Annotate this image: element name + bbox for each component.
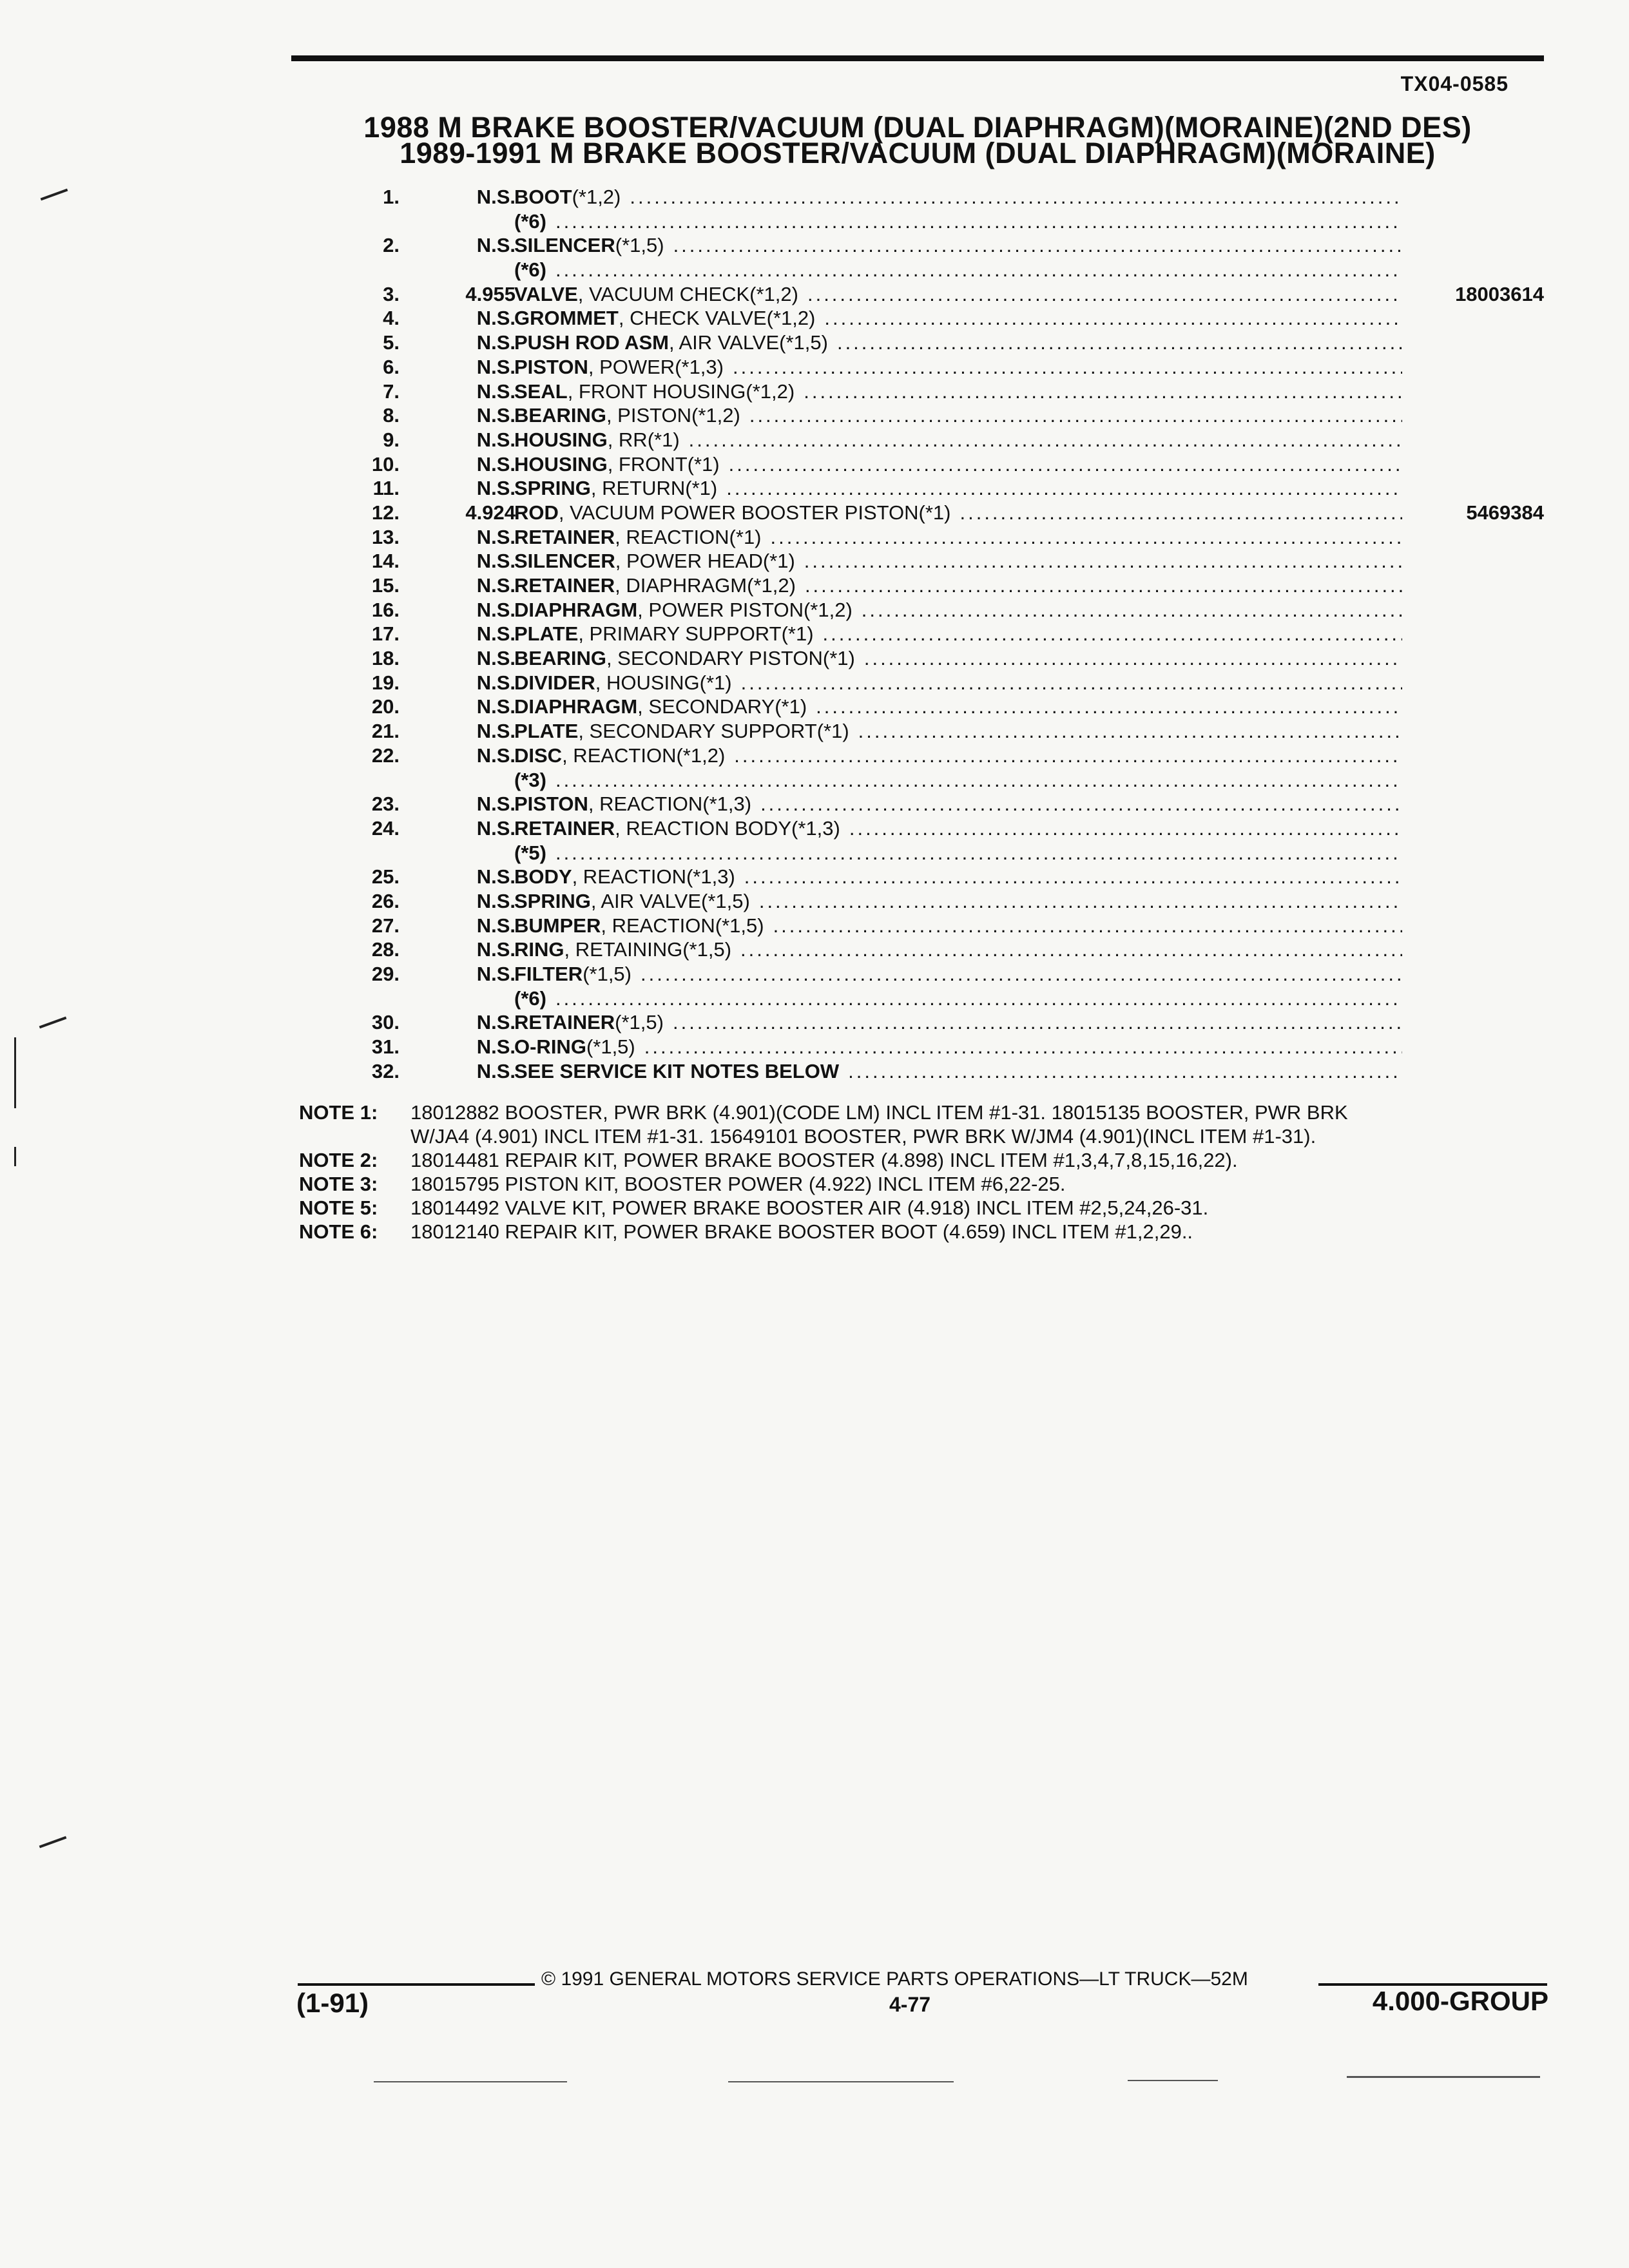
part-qualifier: , REACTION BODY(*1,3) xyxy=(615,816,840,840)
part-name: SPRING xyxy=(514,889,591,912)
part-row xyxy=(348,282,1544,307)
part-description xyxy=(514,671,1402,695)
part-name: HOUSING xyxy=(514,428,608,451)
item-number: 10. xyxy=(371,452,400,476)
item-number: 9. xyxy=(383,428,400,451)
part-name: HOUSING xyxy=(514,452,608,476)
part-description xyxy=(514,889,1402,914)
item-number: 16. xyxy=(371,598,400,621)
item-number: 17. xyxy=(371,622,400,646)
leader-dots xyxy=(735,865,1402,889)
part-name: (*6) xyxy=(514,209,546,233)
part-row xyxy=(348,768,1544,793)
part-description xyxy=(514,768,1402,793)
note-text: 18015795 PISTON KIT, BOOSTER POWER (4.922) INCL ITEM #6,22-25. xyxy=(410,1173,1066,1195)
item-number: 5. xyxy=(383,331,400,354)
catalog-number: 18003614 xyxy=(1455,282,1544,305)
part-description xyxy=(514,258,1402,282)
item-number: 7. xyxy=(383,380,400,403)
top-rule xyxy=(291,55,1544,61)
illustration-number: N.S. xyxy=(476,889,516,912)
illustration-number: N.S. xyxy=(476,865,516,889)
illustration-number: N.S. xyxy=(476,477,516,500)
illustration-number: N.S. xyxy=(476,550,516,573)
part-description xyxy=(514,841,1402,865)
part-name: SEE SERVICE KIT NOTES BELOW xyxy=(514,1059,840,1082)
part-description xyxy=(514,282,1402,307)
part-qualifier: , DIAPHRAGM(*1,2) xyxy=(615,574,796,597)
leader-dots xyxy=(546,209,1402,234)
part-description xyxy=(514,1059,1402,1084)
part-qualifier: , RETURN(*1) xyxy=(590,477,718,500)
scan-artifact xyxy=(728,2081,954,2082)
item-number: 28. xyxy=(371,938,400,961)
part-qualifier: (*1,2) xyxy=(572,186,621,208)
leader-dots xyxy=(680,428,1402,452)
illustration-number: N.S. xyxy=(476,452,516,476)
leader-dots xyxy=(740,403,1402,428)
illustration-number: 4.924 xyxy=(465,501,516,524)
note-label: NOTE 6: xyxy=(299,1220,378,1243)
part-qualifier: , REACTION(*1,5) xyxy=(601,914,764,937)
part-row xyxy=(348,428,1544,452)
note-label: NOTE 2: xyxy=(299,1149,378,1171)
note-text: 18014492 VALVE KIT, POWER BRAKE BOOSTER AIR (4.918) INCL ITEM #2,5,24,26-31. xyxy=(410,1196,1209,1219)
part-row xyxy=(348,695,1544,719)
part-description xyxy=(514,598,1402,622)
part-name: PLATE xyxy=(514,720,579,743)
part-qualifier: , REACTION(*1) xyxy=(615,525,762,548)
illustration-number: N.S. xyxy=(476,914,516,937)
part-description xyxy=(514,185,1402,209)
scan-artifact xyxy=(374,2081,567,2082)
part-description xyxy=(514,646,1402,671)
part-description xyxy=(514,986,1402,1011)
item-number: 8. xyxy=(383,404,400,427)
part-description xyxy=(514,501,1402,525)
part-description xyxy=(514,622,1402,646)
part-row xyxy=(348,403,1544,428)
part-qualifier: , SECONDARY(*1) xyxy=(637,695,807,718)
part-name: GROMMET xyxy=(514,307,619,330)
part-description xyxy=(514,1035,1402,1059)
item-number: 3. xyxy=(383,282,400,305)
part-name: RING xyxy=(514,938,564,961)
illustration-number: N.S. xyxy=(476,307,516,330)
item-number: 32. xyxy=(371,1059,400,1082)
leader-dots xyxy=(798,282,1402,307)
note-label: NOTE 5: xyxy=(299,1196,378,1219)
part-qualifier: , AIR VALVE(*1,5) xyxy=(668,331,828,354)
part-description xyxy=(514,403,1402,428)
part-name: PLATE xyxy=(514,622,579,646)
part-description xyxy=(514,525,1402,550)
scan-artifact xyxy=(1128,2080,1218,2081)
leader-dots xyxy=(546,986,1402,1011)
part-description xyxy=(514,695,1402,719)
part-name: BODY xyxy=(514,865,572,889)
part-row xyxy=(348,744,1544,768)
part-qualifier: , RR(*1) xyxy=(607,428,680,451)
part-qualifier: (*1,5) xyxy=(583,963,631,985)
part-qualifier: , VACUUM CHECK(*1,2) xyxy=(577,282,798,305)
part-description xyxy=(514,816,1402,841)
title-line-1: 1988 M BRAKE BOOSTER/VACUUM (DUAL DIAPHRAGM)(MORAINE)(2ND DES) xyxy=(363,111,1472,144)
part-description xyxy=(514,306,1402,331)
part-description xyxy=(514,233,1402,258)
scan-artifact xyxy=(14,1147,16,1166)
illustration-number: N.S. xyxy=(476,574,516,597)
illustration-number: N.S. xyxy=(476,647,516,670)
part-qualifier: , PISTON(*1,2) xyxy=(606,404,740,427)
illustration-number: N.S. xyxy=(476,622,516,646)
part-name: BEARING xyxy=(514,647,606,670)
notes-section xyxy=(299,1100,1549,1244)
part-description xyxy=(514,452,1402,477)
item-number: 12. xyxy=(371,501,400,524)
illustration-number: N.S. xyxy=(476,186,516,208)
illustration-number: N.S. xyxy=(476,744,516,767)
page-title xyxy=(291,111,1544,169)
part-qualifier: (*1,5) xyxy=(586,1035,635,1059)
item-number: 11. xyxy=(372,477,400,500)
part-name: O-RING xyxy=(514,1035,586,1059)
illustration-number: N.S. xyxy=(476,380,516,403)
leader-dots xyxy=(807,695,1402,719)
part-row xyxy=(348,914,1544,938)
item-number: 6. xyxy=(383,355,400,378)
part-name: PISTON xyxy=(514,355,588,378)
part-row xyxy=(348,573,1544,598)
part-row xyxy=(348,622,1544,646)
part-description xyxy=(514,476,1402,501)
part-row xyxy=(348,306,1544,331)
scan-artifact xyxy=(1347,2076,1540,2078)
leader-dots xyxy=(546,841,1402,865)
part-row xyxy=(348,937,1544,962)
leader-dots xyxy=(546,768,1402,793)
part-description xyxy=(514,914,1402,938)
part-qualifier: , CHECK VALVE(*1,2) xyxy=(618,307,816,330)
leader-dots xyxy=(635,1035,1402,1059)
part-qualifier: , FRONT HOUSING(*1,2) xyxy=(567,380,795,403)
part-description xyxy=(514,549,1402,573)
note-row xyxy=(299,1100,1549,1148)
item-number: 2. xyxy=(383,234,400,257)
leader-dots xyxy=(546,258,1402,282)
part-name: RETAINER xyxy=(514,525,615,548)
scan-artifact xyxy=(14,1037,16,1108)
part-description xyxy=(514,744,1402,768)
illustration-number: N.S. xyxy=(476,793,516,816)
illustration-number: 4.955 xyxy=(465,282,516,305)
part-description xyxy=(514,719,1402,744)
leader-dots xyxy=(717,476,1402,501)
part-name: RETAINER xyxy=(514,1011,615,1034)
item-number: 23. xyxy=(371,793,400,816)
part-name: (*6) xyxy=(514,986,546,1010)
part-row xyxy=(348,452,1544,477)
illustration-number: N.S. xyxy=(476,1059,516,1082)
leader-dots xyxy=(762,525,1402,550)
illustration-number: N.S. xyxy=(476,355,516,378)
part-description xyxy=(514,209,1402,234)
leader-dots xyxy=(664,1010,1402,1035)
item-number: 27. xyxy=(371,914,400,937)
part-row xyxy=(348,598,1544,622)
part-row xyxy=(348,476,1544,501)
part-row xyxy=(348,646,1544,671)
note-text: 18012140 REPAIR KIT, POWER BRAKE BOOSTER BOOT (4.659) INCL ITEM #1,2,29.. xyxy=(410,1220,1193,1243)
part-name: RETAINER xyxy=(514,574,615,597)
item-number: 30. xyxy=(371,1011,400,1034)
part-description xyxy=(514,937,1402,962)
leader-dots xyxy=(725,744,1402,768)
part-name: (*6) xyxy=(514,258,546,282)
illustration-number: N.S. xyxy=(476,938,516,961)
leader-dots xyxy=(764,914,1402,938)
part-row xyxy=(348,671,1544,695)
title-line-2: 1989-1991 M BRAKE BOOSTER/VACUUM (DUAL DIAPHRAGM)(MORAINE) xyxy=(400,137,1436,169)
footer-rule-left xyxy=(298,1983,535,1986)
item-number: 20. xyxy=(371,695,400,718)
part-qualifier: , REACTION(*1,3) xyxy=(588,793,752,816)
part-name: BUMPER xyxy=(514,914,601,937)
part-description xyxy=(514,380,1402,404)
part-qualifier: , PRIMARY SUPPORT(*1) xyxy=(578,622,814,646)
part-name: PISTON xyxy=(514,793,588,816)
part-qualifier: , HOUSING(*1) xyxy=(595,671,732,694)
part-qualifier: , VACUUM POWER BOOSTER PISTON(*1) xyxy=(558,501,951,524)
part-qualifier: , FRONT(*1) xyxy=(607,452,720,476)
part-row xyxy=(348,792,1544,816)
leader-dots xyxy=(631,962,1402,986)
illustration-number: N.S. xyxy=(476,525,516,548)
catalog-number: 5469384 xyxy=(1466,501,1544,524)
part-description xyxy=(514,1010,1402,1035)
part-description xyxy=(514,865,1402,889)
leader-dots xyxy=(732,671,1402,695)
part-qualifier: , POWER(*1,3) xyxy=(588,355,724,378)
illustration-number: N.S. xyxy=(476,598,516,621)
part-row xyxy=(348,185,1544,209)
leader-dots xyxy=(840,816,1402,841)
item-number: 31. xyxy=(371,1035,400,1059)
part-description xyxy=(514,428,1402,452)
illustration-number: N.S. xyxy=(476,695,516,718)
leader-dots xyxy=(795,549,1402,573)
part-description xyxy=(514,573,1402,598)
illustration-number: N.S. xyxy=(476,963,516,985)
part-qualifier: , REACTION(*1,3) xyxy=(572,865,735,889)
item-number: 19. xyxy=(371,671,400,694)
leader-dots xyxy=(796,573,1402,598)
leader-dots xyxy=(621,185,1402,209)
part-qualifier: (*1,5) xyxy=(615,1011,664,1034)
leader-dots xyxy=(731,937,1402,962)
part-row xyxy=(348,1010,1544,1035)
part-qualifier: , POWER HEAD(*1) xyxy=(615,550,795,573)
illustration-number: N.S. xyxy=(476,671,516,694)
part-qualifier: (*1,5) xyxy=(615,234,664,257)
item-number: 26. xyxy=(371,889,400,912)
part-name: DISC xyxy=(514,744,563,767)
part-name: VALVE xyxy=(514,282,578,305)
part-name: (*3) xyxy=(514,768,546,791)
note-label: NOTE 1: xyxy=(299,1101,378,1124)
note-row xyxy=(299,1220,1549,1244)
parts-list xyxy=(348,185,1544,1083)
part-name: PUSH ROD ASM xyxy=(514,331,669,354)
part-name: SILENCER xyxy=(514,234,615,257)
part-name: DIVIDER xyxy=(514,671,595,694)
part-name: ROD xyxy=(514,501,559,524)
item-number: 25. xyxy=(371,865,400,889)
part-name: RETAINER xyxy=(514,816,615,840)
part-row xyxy=(348,355,1544,380)
part-row xyxy=(348,1059,1544,1084)
part-row xyxy=(348,209,1544,234)
item-number: 15. xyxy=(371,574,400,597)
illustration-number: N.S. xyxy=(476,816,516,840)
part-row xyxy=(348,962,1544,986)
part-description xyxy=(514,962,1402,986)
part-name: FILTER xyxy=(514,963,583,985)
item-number: 29. xyxy=(371,963,400,985)
part-qualifier: , REACTION(*1,2) xyxy=(562,744,726,767)
leader-dots xyxy=(750,889,1402,914)
leader-dots xyxy=(751,792,1402,816)
part-row xyxy=(348,889,1544,914)
item-number: 1. xyxy=(383,186,400,208)
part-row xyxy=(348,525,1544,550)
note-text: 18012882 BOOSTER, PWR BRK (4.901)(CODE LM) INCL ITEM #1-31. 18015135 BOOSTER, PWR BRK W/JA4 (4.901) INCL ITEM #1-31. 15649101 BOOSTER, PWR BRK W/JM4 (4.901)(INCL ITEM #1-31). xyxy=(410,1101,1348,1148)
illustration-number: N.S. xyxy=(476,428,516,451)
leader-dots xyxy=(724,355,1402,380)
footer-copyright: © 1991 GENERAL MOTORS SERVICE PARTS OPERATIONS—LT TRUCK—52M xyxy=(541,1968,1248,1990)
part-row xyxy=(348,1035,1544,1059)
part-name: BOOT xyxy=(514,186,572,208)
leader-dots xyxy=(815,306,1402,331)
part-row xyxy=(348,816,1544,841)
part-qualifier: , POWER PISTON(*1,2) xyxy=(637,598,853,621)
part-row xyxy=(348,719,1544,744)
part-description xyxy=(514,331,1402,355)
part-description xyxy=(514,792,1402,816)
note-text: 18014481 REPAIR KIT, POWER BRAKE BOOSTER (4.898) INCL ITEM #1,3,4,7,8,15,16,22). xyxy=(410,1149,1238,1171)
part-row xyxy=(348,233,1544,258)
part-row xyxy=(348,841,1544,865)
illustration-number: N.S. xyxy=(476,404,516,427)
part-row xyxy=(348,331,1544,355)
part-name: (*5) xyxy=(514,841,546,864)
leader-dots xyxy=(795,380,1402,404)
item-number: 14. xyxy=(371,550,400,573)
part-name: SEAL xyxy=(514,380,568,403)
leader-dots xyxy=(839,1059,1402,1084)
part-row xyxy=(348,501,1544,525)
footer-group: 4.000-GROUP xyxy=(1372,1986,1548,2016)
leader-dots xyxy=(720,452,1402,477)
leader-dots xyxy=(664,233,1402,258)
part-name: DIAPHRAGM xyxy=(514,598,638,621)
leader-dots xyxy=(814,622,1402,646)
note-label: NOTE 3: xyxy=(299,1173,378,1195)
item-number: 24. xyxy=(371,816,400,840)
leader-dots xyxy=(849,719,1402,744)
illustration-number: N.S. xyxy=(476,331,516,354)
document-id: TX04-0585 xyxy=(1400,72,1509,95)
part-row xyxy=(348,549,1544,573)
item-number: 18. xyxy=(371,647,400,670)
leader-dots xyxy=(828,331,1402,355)
leader-dots xyxy=(950,501,1402,525)
part-row xyxy=(348,258,1544,282)
scan-artifact xyxy=(41,189,68,201)
part-qualifier: , AIR VALVE(*1,5) xyxy=(590,889,750,912)
leader-dots xyxy=(853,598,1402,622)
part-qualifier: , RETAINING(*1,5) xyxy=(564,938,732,961)
illustration-number: N.S. xyxy=(476,1011,516,1034)
part-name: SPRING xyxy=(514,477,591,500)
part-row xyxy=(348,380,1544,404)
scan-artifact xyxy=(39,1836,67,1849)
illustration-number: N.S. xyxy=(476,1035,516,1059)
item-number: 13. xyxy=(371,525,400,548)
note-row xyxy=(299,1172,1549,1196)
illustration-number: N.S. xyxy=(476,234,516,257)
part-name: SILENCER xyxy=(514,550,615,573)
part-row xyxy=(348,865,1544,889)
note-row xyxy=(299,1148,1549,1172)
part-qualifier: , SECONDARY PISTON(*1) xyxy=(606,647,855,670)
item-number: 4. xyxy=(383,307,400,330)
part-description xyxy=(514,355,1402,380)
footer-date-code: (1-91) xyxy=(296,1988,369,2018)
item-number: 21. xyxy=(371,720,400,743)
scan-artifact xyxy=(39,1017,67,1029)
part-row xyxy=(348,986,1544,1011)
part-name: BEARING xyxy=(514,404,606,427)
footer-page-number: 4-77 xyxy=(889,1993,931,2016)
part-qualifier: , SECONDARY SUPPORT(*1) xyxy=(578,720,849,743)
part-name: DIAPHRAGM xyxy=(514,695,638,718)
item-number: 22. xyxy=(371,744,400,767)
note-row xyxy=(299,1196,1549,1220)
illustration-number: N.S. xyxy=(476,720,516,743)
leader-dots xyxy=(855,646,1402,671)
